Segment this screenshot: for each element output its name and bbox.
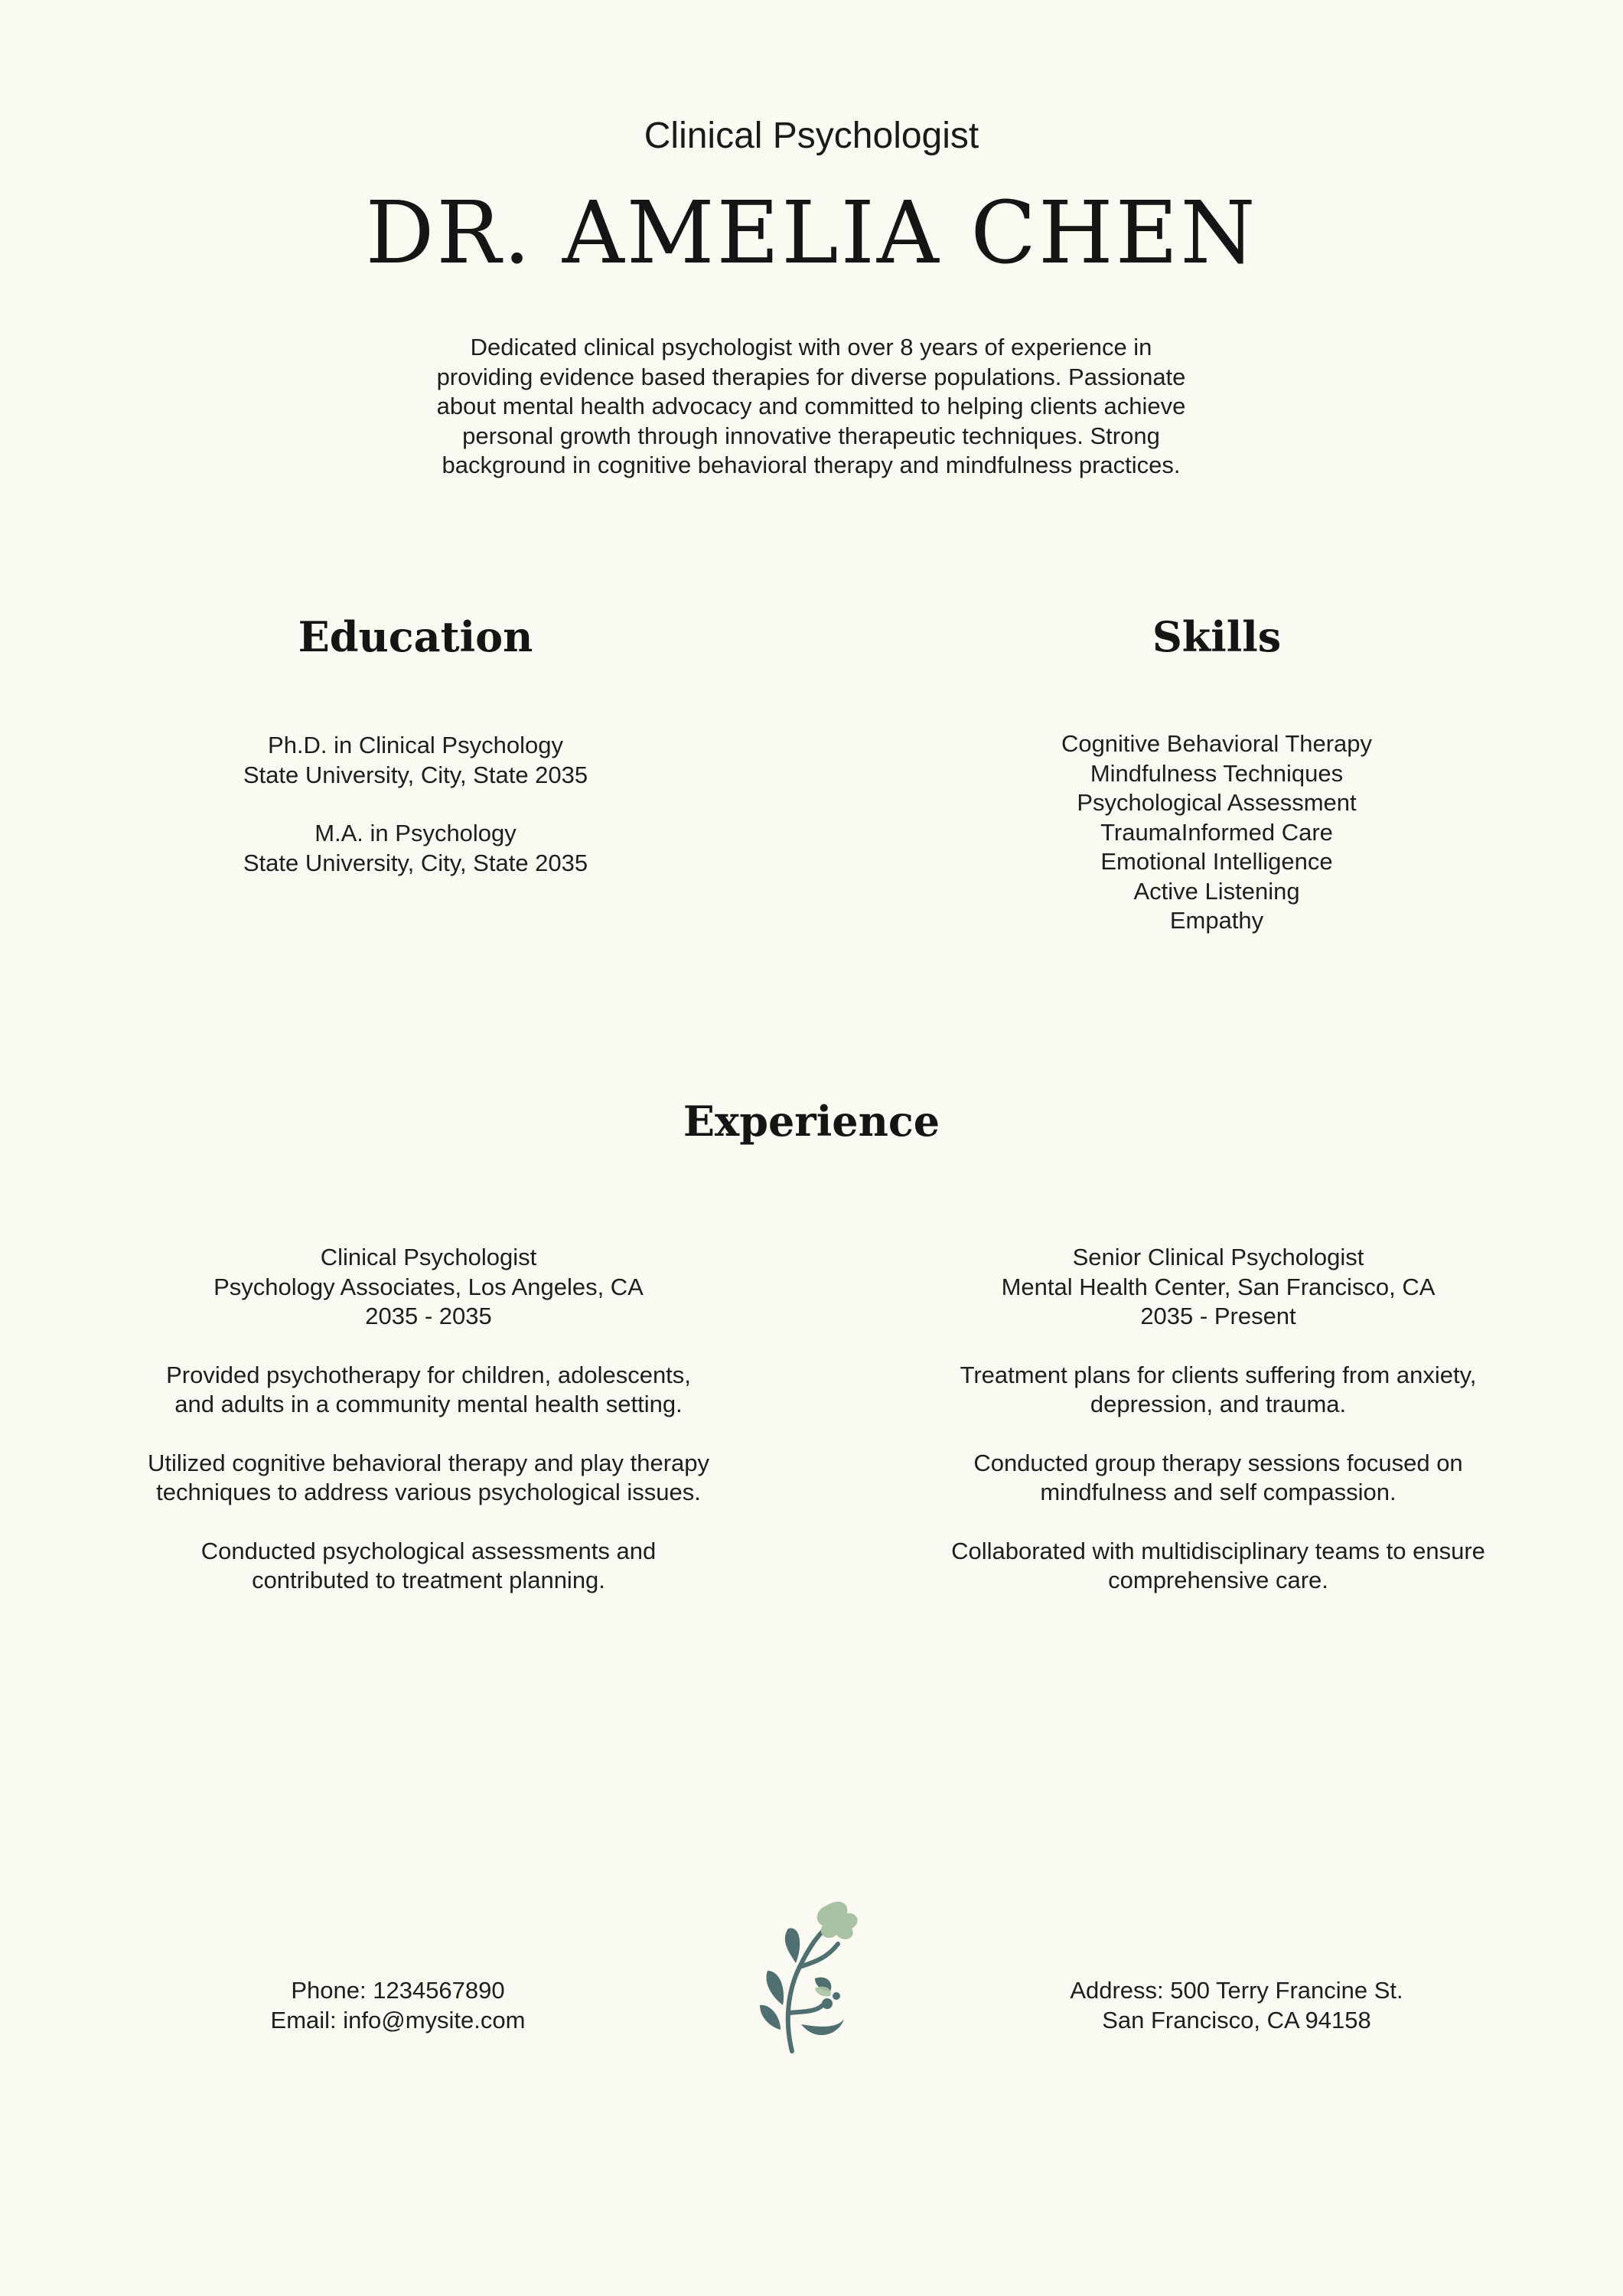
skill-item: Empathy [1169,907,1264,934]
job-duty: Provided psychotherapy for children, adolescents, and adults in a community mental health setting. [166,1361,691,1417]
skill-item: Active Listening [1133,877,1300,905]
contact-phone-email [168,1976,627,2035]
job-dates: 2035 - Present [1140,1303,1296,1329]
education-school: State University, City, State 2035 [243,761,588,788]
job-duty: Conducted group therapy sessions focused on mindfulness and self compassion. [973,1449,1463,1505]
skill-item: Cognitive Behavioral Therapy [1061,730,1373,757]
job-duty: Collaborated with multidisciplinary teams to ensure comprehensive care. [951,1537,1485,1593]
page-title: DR. AMELIA CHEN [365,184,1258,283]
experience-job [935,1243,1501,1596]
experience-heading: Experience [683,1097,940,1146]
education-heading: Education [298,612,533,661]
skills-list [911,729,1523,936]
education-degree: Ph.D. in Clinical Psychology [268,732,563,758]
job-title: Senior Clinical Psychologist [1072,1244,1364,1270]
address-line-1: Address: 500 Terry Francine St. [1070,1977,1403,2004]
education-item [109,819,722,878]
job-company: Mental Health Center, San Francisco, CA [1001,1273,1436,1300]
contact-address [1007,1976,1466,2035]
skill-item: Mindfulness Techniques [1090,759,1344,787]
experience-job [145,1243,712,1596]
skill-item: TraumaInformed Care [1100,818,1333,846]
skills-heading: Skills [1152,612,1282,661]
address-line-2: San Francisco, CA 94158 [1102,2006,1371,2033]
skill-item: Emotional Intelligence [1100,848,1333,875]
botanical-branch-icon [754,1898,876,2055]
job-dates: 2035 - 2035 [365,1303,492,1329]
education-section [109,731,722,878]
job-title: Clinical Psychologist [320,1244,537,1270]
contact-email: Email: info@mysite.com [270,2006,526,2033]
skill-item: Psychological Assessment [1077,789,1357,816]
education-school: State University, City, State 2035 [243,849,588,876]
job-company: Psychology Associates, Los Angeles, CA [213,1273,644,1300]
education-degree: M.A. in Psychology [314,820,517,846]
job-duty: Conducted psychological assessments and contributed to treatment planning. [200,1537,657,1593]
contact-phone: Phone: 1234567890 [291,1977,505,2004]
job-duty: Utilized cognitive behavioral therapy and play therapy techniques to address various psychological issues. [147,1449,710,1505]
profile-summary: Dedicated clinical psychologist with over 8 years of experience in providing evidence based therapies for diverse populations. Passionate about mental health advocacy and committed to helping clients achieve personal growth through innovative therapeutic techniques. Strong background in cognitive behavioral therapy and mindfulness practices. [436,334,1186,478]
job-duty: Treatment plans for clients suffering from anxiety, depression, and trauma. [960,1361,1477,1417]
education-item [109,731,722,790]
job-subtitle: Clinical Psychologist [644,116,979,156]
